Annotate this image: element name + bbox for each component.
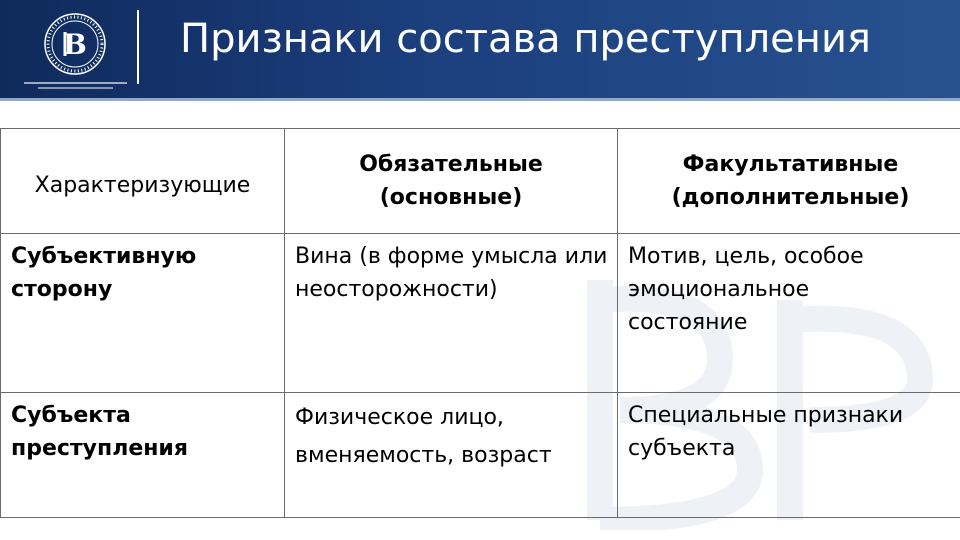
table-cell bbox=[1, 234, 285, 393]
header-cell bbox=[1, 129, 285, 234]
table-row bbox=[1, 234, 960, 393]
row-label: Субъективную сторону bbox=[11, 244, 197, 302]
criteria-table bbox=[0, 128, 960, 518]
row-label: Субъекта преступления bbox=[11, 403, 188, 461]
slide-title: Признаки состава преступления bbox=[180, 16, 871, 62]
table-cell bbox=[285, 393, 618, 518]
svg-text:В: В bbox=[63, 28, 87, 61]
header-divider bbox=[137, 10, 139, 84]
table-header-row bbox=[1, 129, 960, 234]
table-cell bbox=[618, 393, 960, 518]
slide-header bbox=[0, 0, 960, 98]
table-cell bbox=[618, 234, 960, 393]
table-cell bbox=[285, 234, 618, 393]
hse-logo-icon bbox=[18, 10, 133, 94]
column-header-characterizing: Характеризующие bbox=[34, 172, 251, 198]
mandatory-value: Физическое лицо, вменяемость, возраст bbox=[295, 405, 552, 468]
optional-value: Специальные признаки субъекта bbox=[628, 403, 904, 461]
table-cell bbox=[1, 393, 285, 518]
column-header-mandatory: Обязательные (основные) bbox=[359, 152, 543, 210]
optional-value: Мотив, цель, особое эмоциональное состояние bbox=[628, 244, 864, 335]
column-header-optional: Факультативные (дополнительные) bbox=[671, 152, 910, 210]
header-cell bbox=[618, 129, 960, 234]
header-cell bbox=[285, 129, 618, 234]
table-row bbox=[1, 393, 960, 518]
header-rule bbox=[0, 98, 960, 101]
mandatory-value: Вина (в форме умысла или неосторожности) bbox=[295, 244, 608, 302]
